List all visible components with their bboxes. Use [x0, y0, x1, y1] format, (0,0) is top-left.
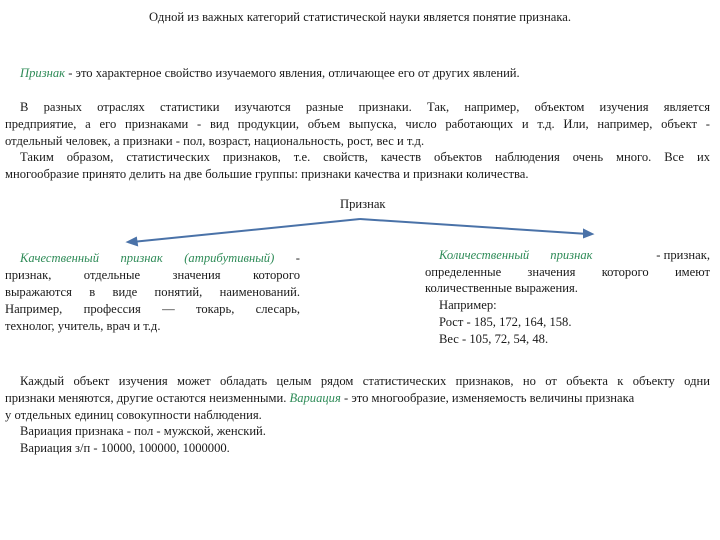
- text-line: определенные значения которого имеют: [425, 265, 710, 279]
- arrow-left: [132, 219, 360, 242]
- example-label: Например:: [439, 298, 497, 312]
- text-line: Таким образом, статистических признаков, т.е. свойств, качеств объектов наблюдения очень много. Все их: [20, 150, 710, 164]
- term-qualitative: Качественный признак (атрибутивный): [20, 251, 275, 265]
- text-line: В разных отраслях статистики изучаются разные признаки. Так, например, объектом изучения является: [20, 100, 710, 114]
- example-weight: Вес - 105, 72, 54, 48.: [439, 332, 549, 346]
- text-line: признак, отдельные значения которого: [5, 268, 300, 282]
- text-line: количественные выражения.: [425, 281, 578, 295]
- text-line: [439, 247, 710, 264]
- term-priznak: Признак: [20, 66, 66, 80]
- text-line: технолог, учитель, врач и т.д.: [5, 319, 161, 333]
- text-line: Например, профессия — токарь, слесарь,: [5, 302, 300, 316]
- arrow-right: [360, 219, 588, 234]
- text-line: [5, 390, 634, 407]
- text-line: выражаются в виде понятий, наименований.: [5, 285, 300, 299]
- text-line: многообразие принято делить на две большие группы: признаки качества и признаки количества.: [5, 167, 529, 181]
- text-line: Каждый объект изучения может обладать целым рядом статистических признаков, но от объекта к объекту одни: [20, 374, 710, 388]
- term-variation: Вариация: [289, 391, 341, 405]
- text-line: Вариация з/п - 10000, 100000, 1000000.: [20, 441, 230, 455]
- definition-text: - это характерное свойство изучаемого явления, отличающее его от других явлений.: [65, 66, 520, 80]
- text-line: Вариация признака - пол - мужской, женский.: [20, 424, 266, 438]
- term-quantitative: Количественный признак: [439, 248, 593, 262]
- page-title: Одной из важных категорий статистической науки является понятие признака.: [149, 10, 571, 24]
- text-line: у отдельных единиц совокупности наблюдения.: [5, 408, 262, 422]
- diagram-root-label: Признак: [340, 197, 386, 211]
- example-height: Рост - 185, 172, 164, 158.: [439, 315, 572, 329]
- text-line: отдельный человек, а признаки - пол, возраст, национальность, рост, вес и т.д.: [5, 134, 425, 148]
- text-line: предприятие, а его признаками - вид продукции, объем выпуска, число работающих и т.д. Или, например, объект -: [5, 117, 710, 131]
- text-line: [20, 250, 300, 267]
- text: признаки меняются, другие остаются неизменными.: [5, 391, 290, 405]
- text: - это многообразие, изменяемость величины признака: [340, 391, 635, 405]
- dash: -: [274, 251, 300, 265]
- arrowhead-right-icon: [584, 230, 592, 237]
- text: - признак,: [656, 248, 710, 262]
- arrowhead-left-icon: [128, 238, 137, 245]
